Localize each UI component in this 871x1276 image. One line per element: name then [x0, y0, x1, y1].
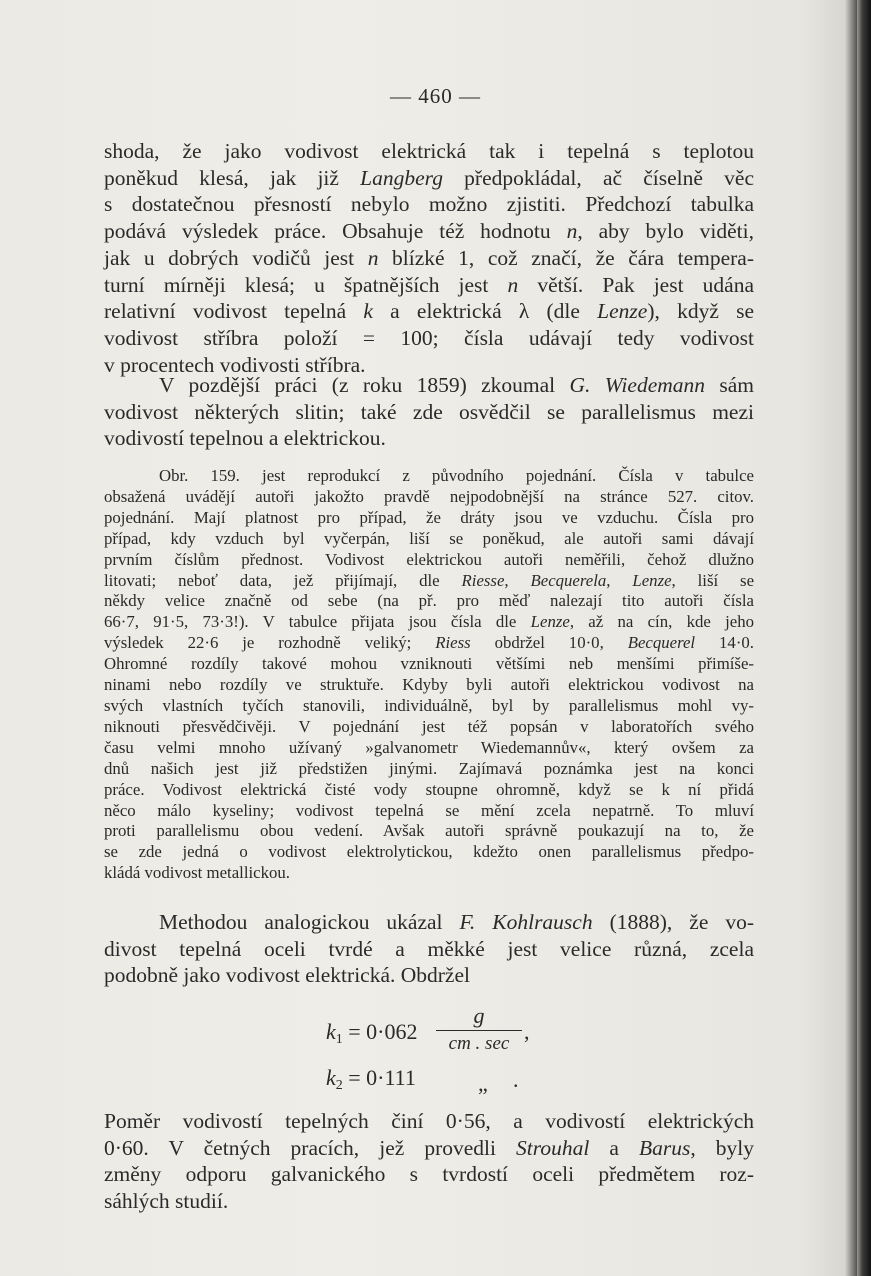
text-line	[104, 191, 754, 218]
text-run: sám	[705, 373, 755, 397]
text-run: Poměr vodivostí tepelných činí 0·56, a vodivostí elektrických	[104, 1109, 754, 1133]
text-run: sáhlých studií.	[104, 1189, 229, 1214]
text-run: práce. Vodivost elektrická čisté vody stoupne ohromně, když se k ní přidá	[104, 779, 754, 799]
paragraph-2	[104, 372, 754, 452]
eq1-denominator: cm . sec	[448, 1033, 510, 1054]
text-run: pojednání. Mají platnost pro případ, že dráty jsou ve vzduchu. Čísla pro	[104, 507, 754, 527]
text-run: jak u dobrých vodičů jest	[104, 245, 368, 270]
text-line	[104, 325, 754, 352]
page-number: — 460 —	[390, 84, 481, 108]
text-line	[104, 1108, 754, 1135]
italic-run: F. Kohlrausch	[459, 910, 593, 934]
text-line	[104, 245, 754, 272]
text-run: dnů našich jest již předstižen jinými. Zajímavá poznámka jest na konci	[104, 758, 754, 778]
eq2-rhs: = 0·111	[348, 1065, 416, 1090]
equation-k1	[326, 1003, 576, 1059]
text-run: 14·0.	[695, 633, 754, 653]
text-run: proti parallelismu obou vedení. Avšak autoři správně poukazují na to, že	[104, 821, 754, 841]
text-run: obsažená uvádějí autoři jakožto pravdě nejpodobnější na stránce 527. citov.	[104, 486, 754, 506]
text-run: někdy velice značně od sebe (na př. pro měď nalezají tito autoři čísla	[104, 591, 754, 611]
text-line	[104, 633, 754, 654]
text-run: divost tepelná oceli tvrdé a měkké jest velice různá, zcela	[104, 936, 754, 961]
paragraph-5	[104, 1108, 754, 1215]
text-run: Obr. 159. jest reprodukcí z původního pojednání. Čísla v tabulce	[159, 466, 754, 485]
text-line	[104, 372, 754, 399]
italic-run: Becquerela	[530, 570, 607, 590]
text-line	[104, 696, 754, 717]
italic-run: Riess	[435, 633, 471, 653]
italic-run: Strouhal	[516, 1135, 590, 1160]
text-line	[104, 759, 754, 780]
italic-run: G. Wiedemann	[569, 373, 706, 397]
eq2-ditto-mark: „	[478, 1071, 488, 1096]
text-run: ,	[504, 570, 531, 590]
fraction-bar	[436, 1030, 522, 1031]
text-line	[104, 654, 754, 675]
text-run: poněkud klesá, jak již	[104, 165, 361, 190]
eq2-period: .	[513, 1067, 519, 1092]
italic-run: Langberg	[360, 165, 443, 190]
text-line	[104, 487, 754, 508]
text-run: ,	[606, 570, 633, 590]
text-run: výsledek 22·6 je rozhodně veliký;	[104, 633, 436, 653]
text-run: případ, kdy vzduch byl vyčerpán, liší se poněkud, ale autoři sami dávají	[104, 528, 754, 548]
eq1-comma: ,	[524, 1019, 530, 1044]
text-line	[104, 425, 754, 452]
text-run: , liší se	[671, 570, 755, 590]
text-run: vodivost některých slitin; také zde osvědčil se parallelismus mezi	[104, 399, 754, 424]
text-run: ), když se	[647, 299, 754, 324]
paragraph-small-note	[104, 466, 754, 884]
text-run: blízké 1, což značí, že čára tempera-	[378, 245, 754, 270]
eq2-var: k	[326, 1065, 336, 1090]
text-run: podává výsledek práce. Obsahuje též hodnotu	[104, 219, 567, 244]
text-line	[104, 298, 754, 325]
text-line	[104, 738, 754, 759]
text-line	[104, 571, 754, 592]
text-line	[104, 1161, 754, 1188]
text-line	[104, 508, 754, 529]
italic-run: Riesse	[461, 570, 505, 590]
text-line	[104, 962, 754, 989]
text-line	[104, 675, 754, 696]
eq1-sub: 1	[335, 1032, 343, 1047]
eq2-sub: 2	[335, 1078, 343, 1093]
text-run: Ohromné rozdíly takové mohou vzniknouti většími neb menšími přimíše-	[104, 654, 754, 674]
text-line	[104, 717, 754, 738]
text-run: a	[589, 1135, 639, 1160]
text-line	[104, 821, 754, 842]
text-line	[104, 399, 754, 426]
text-run: , aby bylo viděti,	[577, 219, 754, 244]
text-line	[104, 550, 754, 571]
text-run: vodivost stříbra položí = 100; čísla udávají tedy vodivost	[104, 325, 754, 350]
italic-run: n	[367, 245, 379, 270]
text-run: větší. Pak jest udána	[518, 272, 754, 297]
text-run: V pozdější práci (z roku 1859) zkoumal	[159, 373, 570, 397]
text-run: vodivostí tepelnou a elektrickou.	[104, 426, 386, 451]
text-line	[104, 780, 754, 801]
text-run: prvním číslům přednost. Vodivost elektrickou autoři neměřili, čehož dlužno	[104, 549, 754, 569]
text-line	[104, 165, 754, 192]
text-run: podobně jako vodivost elektrická. Obdržel	[104, 963, 470, 988]
text-run: relativní vodivost tepelná	[104, 299, 364, 324]
text-run: Methodou analogickou ukázal	[159, 910, 460, 934]
italic-run: Lenze	[632, 570, 672, 590]
equation-k2	[326, 1065, 546, 1095]
italic-run: Lenze	[597, 299, 648, 324]
text-run: svých vlastních tyčích stanovili, individuálně, byl by parallelismus mohl vy-	[104, 695, 754, 715]
text-run: , až na cín, kde jeho	[569, 612, 755, 632]
text-line	[104, 842, 754, 863]
text-run: s dostatečnou přesností nebylo možno zjistiti. Předchozí tabulka	[104, 192, 754, 217]
text-run: 0·60. V četných pracích, jež provedli	[104, 1135, 517, 1160]
text-run: shoda, že jako vodivost elektrická tak i tepelná s teplotou	[104, 139, 754, 163]
text-line	[104, 1135, 754, 1162]
text-line	[104, 863, 754, 884]
text-run: , byly	[690, 1135, 755, 1160]
text-run: 66·7, 91·5, 73·3!). V tabulce přijata jsou čísla dle	[104, 612, 531, 632]
text-run: niknouti přesvědčivěji. V pojednání jest též popsán v laboratořích svého	[104, 716, 754, 736]
eq1-var: k	[326, 1019, 336, 1044]
text-run: kládá vodivost metallickou.	[104, 863, 290, 883]
text-line	[104, 529, 754, 550]
text-line	[104, 466, 754, 487]
text-line	[104, 801, 754, 822]
text-line	[104, 1188, 754, 1215]
text-run: se zde jedná o vodivost elektrolytickou, kdežto onen parallelismus předpo-	[104, 842, 754, 862]
italic-run: Barus	[638, 1135, 691, 1160]
text-run: turní mírněji klesá; u špatnějších jest	[104, 272, 508, 297]
text-run: obdržel 10·0,	[470, 633, 628, 653]
text-run: litovati; neboť data, jež přijímají, dle	[104, 570, 462, 590]
text-line	[104, 218, 754, 245]
text-run: změny odporu galvanického s tvrdostí oceli předmětem roz-	[104, 1162, 754, 1187]
text-run: v procentech vodivosti stříbra.	[104, 352, 366, 377]
text-line	[104, 909, 754, 936]
text-line	[104, 272, 754, 299]
page-edge-shadow	[857, 0, 871, 1276]
italic-run: n	[507, 272, 519, 297]
paragraph-4	[104, 909, 754, 989]
italic-run: Becquerel	[627, 633, 696, 653]
italic-run: n	[566, 219, 578, 244]
text-run: ninami nebo rozdíly ve struktuře. Kdyby byli autoři elektrickou vodivost na	[104, 675, 754, 695]
eq1-fraction	[436, 1003, 522, 1055]
text-run: něco málo kyseliny; vodivost tepelná se mění zcela nepatrně. To mluví	[104, 800, 754, 820]
italic-run: k	[363, 299, 373, 324]
text-line	[104, 591, 754, 612]
paragraph-1	[104, 138, 754, 378]
text-line	[104, 612, 754, 633]
text-run: (1888), že vo-	[592, 910, 755, 934]
text-line	[104, 936, 754, 963]
italic-run: Lenze	[530, 612, 570, 632]
eq1-rhs: = 0·062	[348, 1019, 418, 1044]
text-run: času velmi mnoho užívaný »galvanometr Wiedemannův«, který ovšem za	[104, 737, 754, 757]
eq1-numerator: g	[473, 1003, 485, 1028]
text-line	[104, 138, 754, 165]
text-run: a elektrická λ (dle	[372, 299, 598, 324]
text-run: předpokládal, ač číselně věc	[442, 165, 754, 190]
